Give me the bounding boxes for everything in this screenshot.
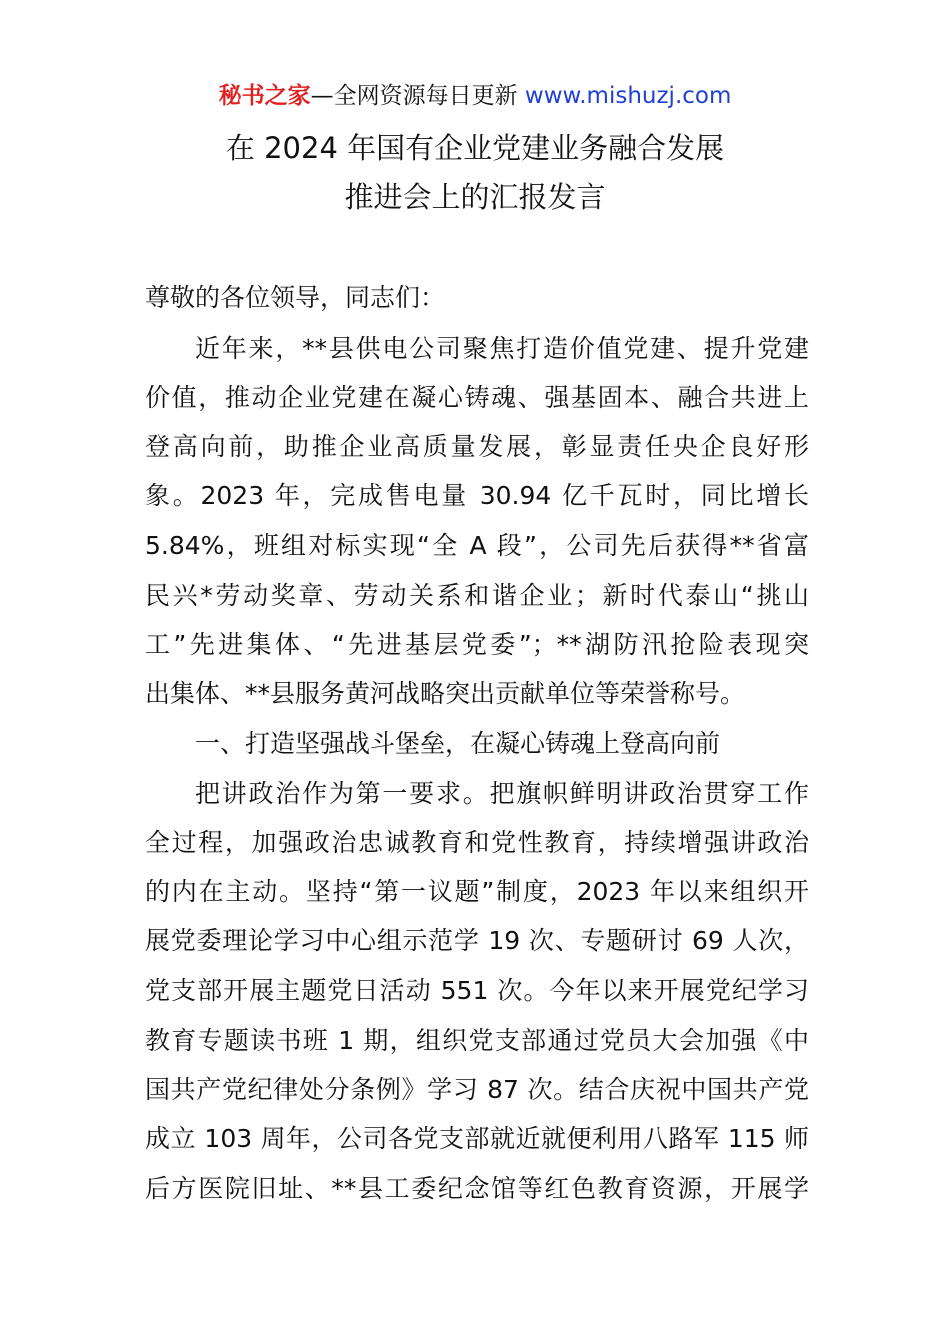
salutation: 尊敬的各位领导，同志们： (145, 283, 446, 312)
banner-url-link[interactable]: www.mishuzj.com (524, 83, 732, 109)
document-title-line-1: 在 2024 年国有企业党建业务融合发展 (225, 131, 725, 165)
body-line: 出集体、**县服务黄河战略突出贡献单位等荣誉称号。 (145, 679, 746, 708)
body-line: 的内在主动。坚持“第一议题”制度，2023 年以来组织开 (145, 877, 809, 906)
body-line: 成立 103 周年，公司各党支部就近就便利用八路军 115 师 (145, 1124, 809, 1153)
body-line: 后方医院旧址、**县工委纪念馆等红色教育资源，开展学 (145, 1174, 809, 1203)
body-line: 党支部开展主题党日活动 551 次。今年以来开展党纪学习 (145, 976, 809, 1005)
section-heading: 一、打造坚强战斗堡垒，在凝心铸魂上登高向前 (195, 729, 721, 758)
body-line: 近年来，**县供电公司聚焦打造价值党建、提升党建 (195, 334, 809, 363)
body-line: 展党委理论学习中心组示范学 19 次、专题研讨 69 人次， (145, 926, 809, 955)
body-line: 教育专题读书班 1 期，组织党支部通过党员大会加强《中 (145, 1026, 809, 1055)
body-line: 全过程，加强政治忠诚教育和党性教育，持续增强讲政治 (145, 828, 809, 857)
body-line: 价值，推动企业党建在凝心铸魂、强基固本、融合共进上 (145, 383, 809, 412)
body-line: 象。2023 年，完成售电量 30.94 亿千瓦时，同比增长 (145, 481, 809, 510)
body-line: 工”先进集体、“先进基层党委”；**湖防汛抢险表现突 (145, 630, 809, 659)
body-line: 把讲政治作为第一要求。把旗帜鲜明讲政治贯穿工作 (195, 779, 809, 808)
body-line: 登高向前，助推企业高质量发展，彰显责任央企良好形 (145, 432, 809, 461)
document-title-line-2: 推进会上的汇报发言 (344, 180, 606, 214)
body-line: 民兴*劳动奖章、劳动关系和谐企业；新时代泰山“挑山 (145, 581, 809, 610)
site-banner (0, 80, 950, 112)
body-line: 5.84%，班组对标实现“全 A 段”，公司先后获得**省富 (145, 531, 809, 560)
body-line: 国共产党纪律处分条例》学习 87 次。结合庆祝中国共产党 (145, 1075, 809, 1104)
banner-brand: 秘书之家 (218, 83, 311, 109)
banner-tagline: —全网资源每日更新 (310, 83, 525, 109)
